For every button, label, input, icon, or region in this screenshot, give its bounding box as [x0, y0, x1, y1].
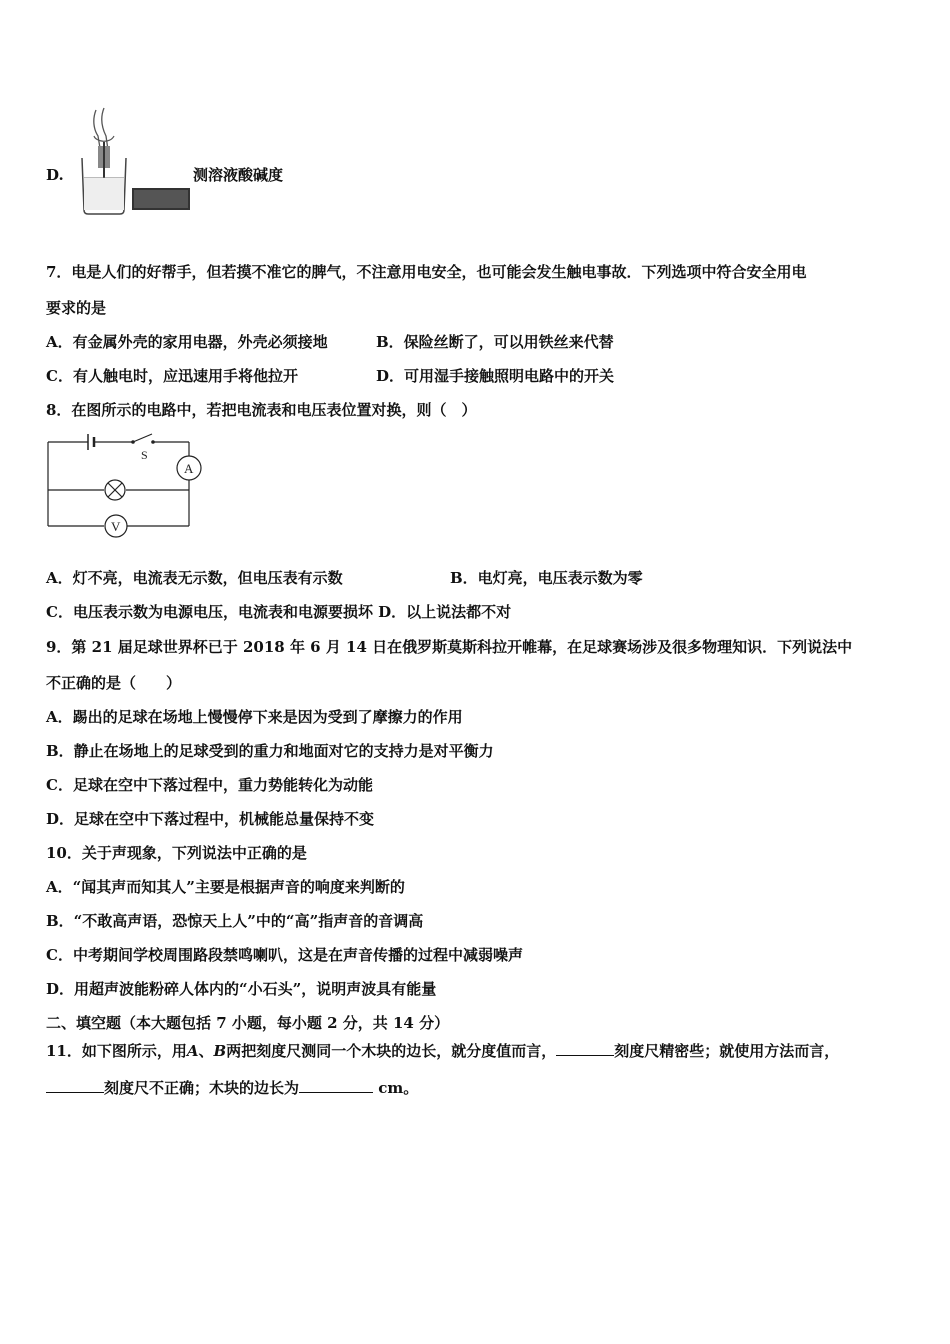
q6-option-d-letter: D.: [46, 166, 64, 184]
q8-option-b: B．电灯亮，电压表示数为零: [450, 569, 643, 587]
q11-sep: 、: [198, 1042, 214, 1060]
q7-option-c: C．有人触电时，应迅速用手将他拉开: [46, 367, 298, 385]
q9-option-a: A．踢出的足球在场地上慢慢停下来是因为受到了摩擦力的作用: [46, 708, 463, 726]
q9-stem-line2: 不正确的是（ ）: [46, 674, 182, 692]
q10-option-b: B．“不敢高声语，恐惊天上人”中的“高”指声音的音调高: [46, 912, 424, 930]
q11-prefix: 11．如下图所示，用: [46, 1042, 187, 1060]
q9-option-b: B．静止在场地上的足球受到的重力和地面对它的支持力是对平衡力: [46, 742, 494, 760]
q8-option-a: A．灯不亮，电流表无示数，但电压表有示数: [46, 569, 343, 587]
q10-stem: 10．关于声现象，下列说法中正确的是: [46, 844, 307, 862]
q9-option-d: D．足球在空中下落过程中，机械能总量保持不变: [46, 810, 375, 828]
q7-stem-line2: 要求的是: [46, 299, 107, 317]
switch-label: S: [141, 448, 148, 462]
q10-option-c: C．中考期间学校周围路段禁鸣喇叭，这是在声音传播的过程中减弱噪声: [46, 946, 523, 964]
q11-blank-3[interactable]: [299, 1076, 373, 1093]
q11-line1: [46, 1039, 839, 1061]
q7-option-d: D．可用湿手接触照明电路中的开关: [376, 367, 615, 385]
q9-option-c: C．足球在空中下落过程中，重力势能转化为动能: [46, 776, 373, 794]
q11-line2: [46, 1076, 418, 1098]
q11-ruler-a: A: [186, 1042, 199, 1060]
q10-option-d: D．用超声波能粉碎人体内的“小石头”，说明声波具有能量: [46, 980, 437, 998]
q7-stem-line1: 7．电是人们的好帮手，但若摸不准它的脾气，不注意用电安全，也可能会发生触电事故．下列选项中符合安全用电: [46, 263, 807, 281]
q7-option-a: A．有金属外壳的家用电器，外壳必须接地: [46, 333, 328, 351]
q9-stem-line1: 9．第 21 届足球世界杯已于 2018 年 6 月 14 日在俄罗斯莫斯科拉开帷幕，在足球赛场涉及很多物理知识．下列说法中: [46, 638, 853, 656]
q11-line2-part1: 刻度尺不正确；木块的边长为: [104, 1079, 300, 1097]
q11-blank-1[interactable]: [556, 1039, 614, 1056]
circuit-diagram: [40, 428, 210, 546]
q11-part2: 刻度尺精密些；就使用方法而言，: [614, 1042, 840, 1060]
section2-heading: 二、填空题（本大题包括 7 小题，每小题 2 分，共 14 分）: [46, 1014, 450, 1032]
q11-ruler-b: B: [213, 1042, 227, 1060]
q11-part1: 两把刻度尺测同一个木块的边长，就分度值而言，: [226, 1042, 557, 1060]
q10-option-a: A．“闻其声而知其人”主要是根据声音的响度来判断的: [46, 878, 405, 896]
ph-test-figure: [74, 106, 192, 218]
q7-option-b: B．保险丝断了，可以用铁丝来代替: [376, 333, 614, 351]
q11-unit: cm。: [378, 1079, 419, 1097]
q11-blank-2[interactable]: [46, 1076, 104, 1093]
q6-option-d-caption: 测溶液酸碱度: [193, 166, 284, 184]
q8-option-cd: C．电压表示数为电源电压，电流表和电源要损坏 D．以上说法都不对: [46, 603, 512, 621]
ammeter-label: A: [184, 461, 194, 476]
voltmeter-label: V: [111, 519, 121, 534]
q8-stem: 8．在图所示的电路中，若把电流表和电压表位置对换，则（ ）: [46, 401, 477, 419]
